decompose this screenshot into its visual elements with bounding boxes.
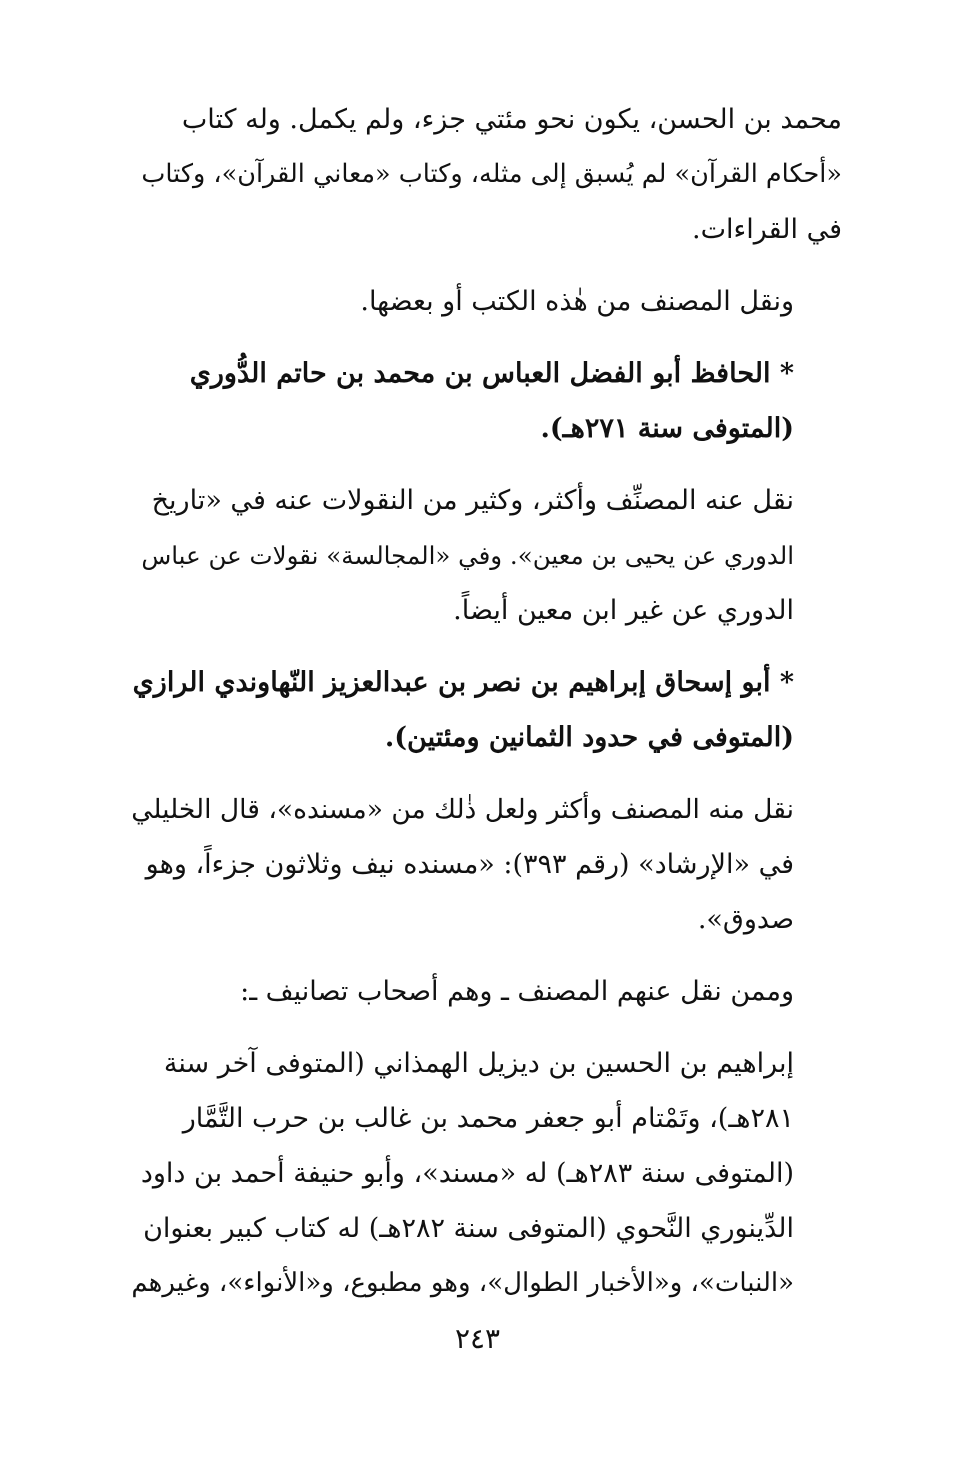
text-line: محمد بن الحسن، يكون نحو مئتي جزء، ولم يكمل. وله كتاب	[181, 104, 842, 135]
text-line: نقل منه المصنف وأكثر ولعل ذٰلك من «مسنده»، قال الخليلي	[131, 794, 794, 825]
paragraph-intro	[127, 92, 842, 257]
paragraph-authors-intro	[127, 964, 842, 1019]
paragraph-al-nahawandi	[127, 782, 842, 947]
text-line: (المتوفى سنة ٢٨٣هـ) له «مسند»، وأبو حنيفة أحمد بن داود	[140, 1158, 794, 1189]
text-line: إبراهيم بن الحسين بن ديزيل الهمذاني (المتوفى آخر سنة	[163, 1048, 794, 1079]
text-line: «أحكام القرآن» لم يُسبق إلى مثله، وكتاب «معاني القرآن»، وكتاب	[141, 159, 842, 189]
paragraph-authors-list	[127, 1036, 842, 1311]
heading-line: * الحافظ أبو الفضل العباس بن محمد بن حاتم الدُّوري	[189, 358, 794, 389]
page-body	[127, 92, 842, 1328]
text-line: وممن نقل عنهم المصنف ـ وهم أصحاب تصانيف ـ:	[240, 976, 794, 1007]
heading-line: (المتوفى في حدود الثمانين ومئتين).	[384, 722, 794, 753]
heading-al-duri	[127, 346, 842, 456]
text-line: الدوري عن يحيى بن معين». وفي «المجالسة» نقولات عن عباس	[141, 541, 794, 570]
heading-line: (المتوفى سنة ٢٧١هـ).	[540, 413, 794, 444]
text-line: نقل عنه المصنِّف وأكثر، وكثير من النقولات عنه في «تاريخ	[151, 485, 794, 516]
text-line: صدوق».	[697, 904, 794, 935]
text-line: «النبات»، و«الأخبار الطوال»، وهو مطبوع، و«الأنواء»، وغيرهم	[131, 1268, 794, 1298]
page-number: ٢٤٣	[454, 1322, 501, 1355]
text-line: الدِّينوري النَّحوي (المتوفى سنة ٢٨٢هـ) له كتاب كبير بعنوان	[143, 1213, 794, 1244]
text-line: في «الإرشاد» (رقم ٣٩٣): «مسنده نيف وثلاثون جزءاً، وهو	[145, 849, 794, 880]
heading-al-nahawandi	[127, 655, 842, 765]
heading-line: * أبو إسحاق إبراهيم بن نصر بن عبدالعزيز النّهاوندي الرازي	[132, 667, 794, 698]
text-line: في القراءات.	[692, 214, 842, 245]
text-line: الدوري عن غير ابن معين أيضاً.	[453, 595, 794, 626]
text-line: ونقل المصنف من هٰذه الكتب أو بعضها.	[360, 286, 794, 317]
paragraph-transmission-note	[127, 274, 842, 329]
paragraph-al-duri	[127, 473, 842, 638]
text-line: ٢٨١هـ)، وتَمْتام أبو جعفر محمد بن غالب بن حرب التَّمَّار	[182, 1103, 794, 1134]
